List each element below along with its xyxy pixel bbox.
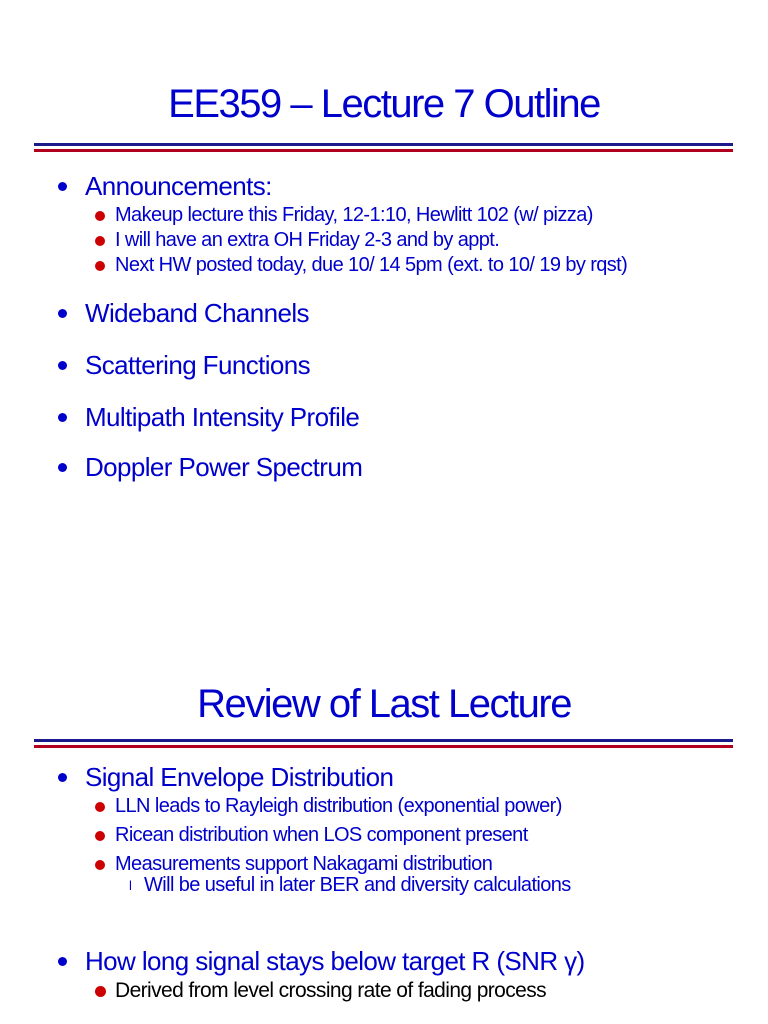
list-item: l Will be useful in later BER and diversity calculations (129, 874, 571, 896)
title-divider (34, 143, 733, 152)
sub-bullet-list (58, 203, 748, 278)
bullet-icon (58, 309, 67, 318)
bullet-icon (95, 211, 105, 221)
bullet-icon (95, 802, 105, 812)
list-item: Scattering Functions (58, 350, 748, 380)
bullet-icon (58, 413, 67, 422)
bullet-icon: l (129, 878, 132, 893)
bullet-icon (58, 182, 67, 191)
list-item: Next HW posted today, due 10/ 14 5pm (ext. to 10/ 19 by rqst) (58, 253, 748, 278)
bullet-list (58, 298, 748, 328)
bullet-list (58, 350, 748, 380)
list-item: Announcements: Makeup lecture this Friday, 12-1:10, Hewlitt 102 (w/ pizza) I will have an extra OH Friday 2-3 and by appt. Next HW posted today, due 10/ 14 5pm (ext. to 10/ 19 by rqst) (58, 171, 748, 278)
list-item: LLN leads to Rayleigh distribution (exponential power) (58, 794, 748, 819)
sub-sub-bullet-list (58, 873, 748, 897)
list-item: Ricean distribution when LOS component present (58, 823, 748, 848)
bullet-icon (58, 463, 67, 472)
bullet-list (58, 402, 748, 432)
bullet-list (58, 762, 748, 897)
sub-bullet-list (58, 794, 748, 897)
bullet-list (58, 171, 748, 278)
bullet-icon (95, 986, 106, 997)
title-divider (34, 739, 733, 748)
bullet-icon (58, 361, 67, 370)
bullet-icon (95, 831, 105, 841)
list-item: Wideband Channels (58, 298, 748, 328)
bullet-icon (95, 236, 105, 246)
bullet-icon (95, 261, 105, 271)
bullet-icon (58, 773, 67, 782)
list-item: How long signal stays below target R (SNR γ) Derived from level crossing rate of fading process (58, 946, 748, 1004)
bullet-list (58, 452, 748, 482)
sub-bullet-list (58, 978, 748, 1004)
bullet-icon (95, 860, 105, 870)
list-item: I will have an extra OH Friday 2-3 and by appt. (58, 228, 748, 253)
slide-title: EE359 – Lecture 7 Outline (168, 82, 600, 126)
list-item: Signal Envelope Distribution LLN leads to Rayleigh distribution (exponential power) Ricean distribution when LOS component present Measurements support Nakagami distribution l Will be useful in later BER and diversity calculations (58, 762, 748, 897)
slide-2 (0, 512, 768, 1024)
bullet-list (58, 946, 748, 1004)
bullet-icon (58, 957, 67, 966)
slide-title: Review of Last Lecture (197, 682, 571, 726)
list-item: Makeup lecture this Friday, 12-1:10, Hewlitt 102 (w/ pizza) (58, 203, 748, 228)
list-item: Multipath Intensity Profile (58, 402, 748, 432)
list-item: Measurements support Nakagami distribution l Will be useful in later BER and diversity calculations (58, 852, 748, 897)
list-item: Doppler Power Spectrum (58, 452, 748, 482)
list-item: Derived from level crossing rate of fading process (58, 978, 748, 1004)
